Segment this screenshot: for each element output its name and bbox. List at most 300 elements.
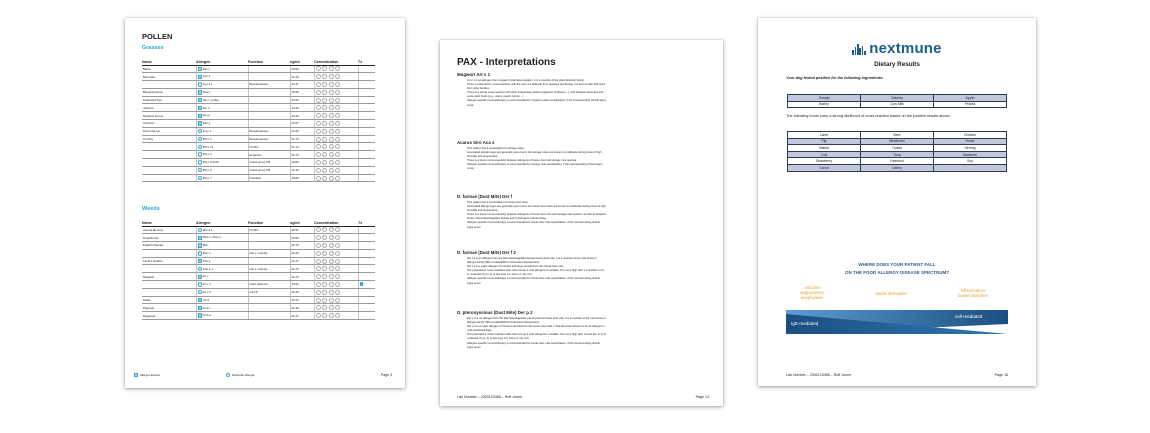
concentration-circle-icon xyxy=(316,129,321,134)
tx-cell xyxy=(358,135,375,143)
lab-number: Lab Number – 2300123456 – Ruff Jones xyxy=(786,373,851,377)
concentration-circle-icon xyxy=(335,282,340,287)
table-row xyxy=(788,138,1007,145)
food-cell: Peanut xyxy=(934,101,1007,108)
concentration-circle-icon xyxy=(316,144,321,149)
allergen-code: Art v 1 xyxy=(202,282,211,287)
concentration-circle-icon xyxy=(335,82,340,87)
allergen-value: 19.89 xyxy=(290,174,314,182)
concentration-circle-icon xyxy=(329,305,334,310)
table-row xyxy=(142,226,375,234)
allergen-cell xyxy=(196,242,248,250)
table-row xyxy=(142,73,375,81)
column-header: Concentration xyxy=(314,59,358,65)
concentration-circle-icon xyxy=(335,266,340,271)
concentration-circle-icon xyxy=(322,227,327,232)
extract-marker-icon xyxy=(198,106,202,110)
concentration-circle-icon xyxy=(335,235,340,240)
concentration-indicator xyxy=(314,143,358,151)
concentration-circle-icon xyxy=(335,243,340,248)
section-text-line: There is a known cross-reactivity between allergens of house dust mite and storage mite species, as well as between xyxy=(467,213,607,217)
allergen-function: Grass group 5/6 xyxy=(248,159,290,167)
table-row xyxy=(142,65,375,73)
allergen-value: 22.15 xyxy=(290,73,314,81)
allergen-code: Amb a xyxy=(202,313,211,318)
section-text-line: Allergen-specific immunotherapy is recommended for house dust mite sensitization, if the corresponding clinical xyxy=(467,277,600,281)
allergen-function xyxy=(248,65,290,73)
allergen-source-name xyxy=(142,159,196,167)
section-text-line: signs occur. xyxy=(467,345,482,349)
spectrum-question-line-2: ON THE FOOD ALLERGY DISEASE SPECTRUM? xyxy=(844,270,949,275)
concentration-circle-icon xyxy=(322,251,327,256)
tx-cell xyxy=(358,159,375,167)
food-cell: Herring xyxy=(934,145,1007,152)
molecular-marker-icon xyxy=(226,373,230,377)
concentration-indicator xyxy=(314,296,358,304)
molecular-marker-icon xyxy=(198,82,202,86)
extract-marker-icon xyxy=(198,98,202,102)
food-cell: Mackerel xyxy=(934,151,1007,158)
food-cell xyxy=(934,164,1007,171)
extract-marker-icon xyxy=(198,243,202,247)
concentration-circle-icon xyxy=(322,105,327,110)
concentration-circle-icon xyxy=(322,137,327,142)
allergen-code: Sor h xyxy=(202,105,210,110)
concentration-circle-icon xyxy=(335,160,340,165)
tx-cell xyxy=(358,226,375,234)
allergen-source-name: English Plantain xyxy=(142,242,196,250)
allergen-source-name xyxy=(142,265,196,273)
concentration-circle-icon xyxy=(316,98,321,103)
allergen-value: 20.97 xyxy=(290,226,314,234)
extract-marker-icon xyxy=(198,298,202,302)
allergen-value: 22.79 xyxy=(290,265,314,273)
legend-extract: Allergen Extract xyxy=(134,373,160,377)
allergen-code: Fes p xyxy=(202,113,210,118)
section-text-line: Associated allergic signs are generally year-round, but storage mites are known to proliferate during times of high xyxy=(467,151,602,155)
molecular-marker-icon xyxy=(198,129,202,133)
food-cell: Barley xyxy=(788,101,861,108)
concentration-circle-icon xyxy=(329,113,334,118)
allergen-function xyxy=(248,312,290,320)
allergen-function xyxy=(248,304,290,312)
concentration-circle-icon xyxy=(322,282,327,287)
concentration-circle-icon xyxy=(316,305,321,310)
tx-cell xyxy=(358,127,375,135)
concentration-circle-icon xyxy=(316,259,321,264)
tx-cell xyxy=(358,96,375,104)
allergen-source-name: Lamb's Quarter xyxy=(142,257,196,265)
column-header: Allergen xyxy=(196,59,248,65)
concentration-circle-icon xyxy=(322,66,327,71)
allergen-cell xyxy=(196,249,248,257)
allergen-cell xyxy=(196,281,248,289)
table-row xyxy=(142,151,375,159)
tx-cell xyxy=(358,281,375,289)
allergen-source-name: Nettle xyxy=(142,296,196,304)
allergen-cell xyxy=(196,296,248,304)
concentration-circle-icon xyxy=(316,74,321,79)
allergen-cell xyxy=(196,312,248,320)
section-text-line: Allergen-specific immunotherapy is recommended for mugwort pollen sensitization, if the corresponding clinical signs xyxy=(467,99,606,103)
cell-mediated-label: cell-mediated xyxy=(955,314,983,319)
allergen-cell xyxy=(196,81,248,89)
table-row xyxy=(142,81,375,89)
extract-marker-icon xyxy=(198,121,202,125)
concentration-indicator xyxy=(314,312,358,320)
allergen-cell xyxy=(196,304,248,312)
concentration-circle-icon xyxy=(316,82,321,87)
table-row xyxy=(788,158,1007,165)
allergen-code: Dac g xyxy=(202,121,211,126)
food-cell: Beef xyxy=(861,132,934,139)
allergen-code: Phl p 5.0101 xyxy=(202,160,219,165)
tx-cell xyxy=(358,81,375,89)
positive-intro: Your dog tested positive for the following ingredients: xyxy=(786,76,884,80)
food-cell: Tuna xyxy=(861,151,934,158)
table-row xyxy=(142,288,375,296)
weeds-table xyxy=(142,220,375,320)
concentration-indicator xyxy=(314,135,358,143)
table-row xyxy=(142,257,375,265)
food-cell: Horse xyxy=(934,138,1007,145)
concentration-circle-icon xyxy=(322,290,327,295)
concentration-circle-icon xyxy=(335,121,340,126)
section-text-line: signs occur. xyxy=(467,225,482,229)
concentration-indicator xyxy=(314,242,358,250)
molecular-marker-icon xyxy=(198,228,202,232)
concentration-indicator xyxy=(314,304,358,312)
molecular-marker-icon xyxy=(198,267,202,271)
table-row xyxy=(142,249,375,257)
allergen-code: Art v 3 xyxy=(202,290,211,295)
molecular-marker-icon xyxy=(198,168,202,172)
allergen-code: Phl p 12 xyxy=(202,144,214,149)
concentration-circle-icon xyxy=(322,305,327,310)
allergen-source-name: Bahia xyxy=(142,65,196,73)
concentration-circle-icon xyxy=(335,113,340,118)
concentration-circle-icon xyxy=(335,298,340,303)
concentration-circle-icon xyxy=(329,74,334,79)
column-header: Function xyxy=(248,220,290,226)
concentration-circle-icon xyxy=(316,235,321,240)
allergen-value: 25.09 xyxy=(290,88,314,96)
molecular-marker-icon xyxy=(198,152,202,156)
tx-cell xyxy=(358,249,375,257)
column-header: Name xyxy=(142,59,196,65)
concentration-circle-icon xyxy=(335,176,340,181)
allergen-cell xyxy=(196,96,248,104)
interpretation-section xyxy=(457,194,712,230)
table-row xyxy=(788,101,1007,108)
concentration-circle-icon xyxy=(316,298,321,303)
concentration-circle-icon xyxy=(322,144,327,149)
concentration-circle-icon xyxy=(322,160,327,165)
concentration-circle-icon xyxy=(335,274,340,279)
concentration-circle-icon xyxy=(329,243,334,248)
concentration-circle-icon xyxy=(329,176,334,181)
allergen-function xyxy=(248,120,290,128)
concentration-indicator xyxy=(314,104,358,112)
allergen-value: 23.84 xyxy=(290,96,314,104)
table-row xyxy=(142,120,375,128)
allergen-cell xyxy=(196,226,248,234)
concentration-circle-icon xyxy=(329,98,334,103)
allergen-cell xyxy=(196,135,248,143)
concentration-indicator xyxy=(314,81,358,89)
tx-cell xyxy=(358,174,375,182)
concentration-circle-icon xyxy=(322,274,327,279)
concentration-indicator xyxy=(314,226,358,234)
concentration-circle-icon xyxy=(316,90,321,95)
page-footer xyxy=(786,373,1008,377)
section-text-line: There is a strong cross-reaction with other Asteraceae pollens (ragweed, sunflower…), and between Artemisia and xyxy=(467,91,604,95)
concentration-indicator xyxy=(314,249,358,257)
table-row xyxy=(142,96,375,104)
tx-cell xyxy=(358,88,375,96)
concentration-circle-icon xyxy=(322,152,327,157)
section-text-line: The potential for cross-reactions with other Group 2 mite allergens is variable, from very high (Der f 2 and Eur m 2) to xyxy=(467,333,607,337)
report-page-pollen xyxy=(125,18,405,388)
column-header: Tx xyxy=(358,59,375,65)
page-number: Page 18 xyxy=(994,373,1008,377)
concentration-circle-icon xyxy=(329,121,334,126)
extract-marker-icon xyxy=(198,306,202,310)
allergen-source-name: Cultivated Rye xyxy=(142,96,196,104)
section-text-line: There is potential for cross-reactions with the Amb a 4 defensin from ragweed (Ambrosia), but less so with defensins xyxy=(467,83,606,87)
table-row xyxy=(142,242,375,250)
concentration-circle-icon xyxy=(329,274,334,279)
allergen-source-name: Annual Mercury xyxy=(142,226,196,234)
food-cell: Hazelnut xyxy=(861,158,934,165)
concentration-circle-icon xyxy=(322,266,327,271)
concentration-circle-icon xyxy=(322,298,327,303)
grasses-table xyxy=(142,59,375,182)
concentration-circle-icon xyxy=(335,74,340,79)
table-row xyxy=(142,112,375,120)
concentration-circle-icon xyxy=(316,168,321,173)
interpretation-section xyxy=(457,310,712,350)
table-row xyxy=(142,135,375,143)
concentration-circle-icon xyxy=(329,290,334,295)
column-header: Name xyxy=(142,220,196,226)
food-cell: Mealworm xyxy=(861,138,934,145)
allergen-value: 24.46 xyxy=(290,127,314,135)
ige-mediated-label: IgE-mediated xyxy=(791,321,819,326)
allergen-function xyxy=(248,273,290,281)
section-text-line: humidity and temperature. xyxy=(467,155,499,159)
concentration-circle-icon xyxy=(329,168,334,173)
concentration-indicator xyxy=(314,288,358,296)
spectrum-label-atopic: atopic dermatitis xyxy=(875,291,907,296)
page-title: PAX - Interpretations xyxy=(457,57,556,68)
extract-marker-icon xyxy=(198,236,202,240)
food-cell: Cow Milk xyxy=(861,101,934,108)
concentration-indicator xyxy=(314,65,358,73)
food-cell: Celery xyxy=(861,164,934,171)
food-cell: Strawberry xyxy=(788,158,861,165)
tx-cell xyxy=(358,73,375,81)
food-cell: Apple xyxy=(934,95,1007,102)
nextmune-logo: nextmune xyxy=(758,40,1036,57)
concentration-circle-icon xyxy=(329,298,334,303)
allergen-code: Phl p 1 xyxy=(202,136,212,141)
concentration-indicator xyxy=(314,281,358,289)
concentration-circle-icon xyxy=(335,137,340,142)
allergen-source-name xyxy=(142,288,196,296)
allergen-function: Profilin xyxy=(248,226,290,234)
allergen-function: Plant defensin xyxy=(248,281,290,289)
concentration-circle-icon xyxy=(329,313,334,318)
concentration-circle-icon xyxy=(329,90,334,95)
positive-foods-table xyxy=(787,94,1007,108)
allergen-code: Ama r xyxy=(202,305,211,310)
allergen-code: Che a 1 xyxy=(202,266,213,271)
allergen-value: 20.76 xyxy=(290,151,314,159)
tx-cell xyxy=(358,143,375,151)
allergen-cell xyxy=(196,257,248,265)
food-cell: Soy xyxy=(934,158,1007,165)
concentration-circle-icon xyxy=(335,129,340,134)
concentration-circle-icon xyxy=(316,176,321,181)
food-cell: Chicken xyxy=(934,132,1007,139)
allergen-code: Phl p 7 xyxy=(202,175,212,180)
allergen-cell xyxy=(196,88,248,96)
allergen-code: Rum c_Rum o xyxy=(202,235,222,240)
cross-reaction-table xyxy=(787,131,1007,172)
allergen-source-name: Meadow fescue xyxy=(142,112,196,120)
table-row xyxy=(142,234,375,242)
concentration-circle-icon xyxy=(329,266,334,271)
concentration-circle-icon xyxy=(316,121,321,126)
allergen-function: Grass group 5/6 xyxy=(248,166,290,174)
concentration-circle-icon xyxy=(335,66,340,71)
concentration-circle-icon xyxy=(329,137,334,142)
allergen-function xyxy=(248,88,290,96)
molecular-marker-icon xyxy=(198,176,202,180)
column-header: Allergen xyxy=(196,220,248,226)
concentration-circle-icon xyxy=(316,290,321,295)
concentration-circle-icon xyxy=(335,259,340,264)
tx-cell xyxy=(358,273,375,281)
concentration-circle-icon xyxy=(322,113,327,118)
section-heading: Mugwort Art v 1 xyxy=(457,72,491,77)
concentration-circle-icon xyxy=(316,251,321,256)
spectrum-label-inflammatory: inflammatory bowel disorders xyxy=(957,288,989,299)
allergen-cell xyxy=(196,127,248,135)
section-heading: Acarus Siro Aca s xyxy=(457,140,495,145)
column-header: Concentration xyxy=(314,220,358,226)
allergen-value: 23.47 xyxy=(290,81,314,89)
tx-cell xyxy=(358,104,375,112)
allergen-value: 20.20 xyxy=(290,288,314,296)
table-row xyxy=(142,127,375,135)
concentration-circle-icon xyxy=(335,305,340,310)
concentration-circle-icon xyxy=(316,266,321,271)
allergen-cell xyxy=(196,273,248,281)
section-text-line: humidity and temperature. xyxy=(467,209,499,213)
tx-cell xyxy=(358,312,375,320)
column-header: Tx xyxy=(358,220,375,226)
concentration-circle-icon xyxy=(322,235,327,240)
allergen-code: Pla l xyxy=(202,243,209,248)
section-text-line: There is a known cross-reactivity between allergens of house dust and storage mite species. xyxy=(467,159,577,163)
concentration-indicator xyxy=(314,257,358,265)
concentration-circle-icon xyxy=(335,168,340,173)
concentration-circle-icon xyxy=(335,105,340,110)
concentration-circle-icon xyxy=(335,144,340,149)
report-page-interpretations xyxy=(440,40,723,406)
section-text-line: Der p 2 is an allergen from the Dermatophagoides pteronyssinus house dust mite; it is a member of the mite Group 2 xyxy=(467,317,606,320)
table-row xyxy=(788,164,1007,171)
concentration-circle-icon xyxy=(316,152,321,157)
concentration-circle-icon xyxy=(329,259,334,264)
allergen-code: Phl p 2 xyxy=(202,152,212,157)
concentration-circle-icon xyxy=(316,313,321,318)
allergen-function: Profilin xyxy=(248,143,290,151)
allergen-source-name xyxy=(142,281,196,289)
allergen-function: nsLTP xyxy=(248,288,290,296)
section-text-line: Allergen-specific immunotherapy is recommended for storage mite sensitization, if the corresponding clinical signs xyxy=(467,163,603,167)
table-row xyxy=(142,281,375,289)
table-row xyxy=(142,104,375,112)
report-page-dietary xyxy=(758,18,1036,386)
concentration-circle-icon xyxy=(322,243,327,248)
food-cell: Rabbit xyxy=(788,145,861,152)
interpretation-section xyxy=(457,140,712,172)
table-row xyxy=(142,174,375,182)
molecular-marker-icon xyxy=(198,251,202,255)
concentration-circle-icon xyxy=(322,74,327,79)
section-text-line: Der p 2 is a major allergen of humans sensitized to this house dust mite; it has also been shown to be an allergen in xyxy=(467,325,605,329)
concentration-indicator xyxy=(314,120,358,128)
allergen-cell xyxy=(196,112,248,120)
section-text-line: Art v 1 is an allergen from mugwort (Artemisia vulgaris). It is a member of the plant defensin family. xyxy=(467,79,585,82)
allergen-function xyxy=(248,112,290,120)
concentration-circle-icon xyxy=(316,282,321,287)
food-cell: Pig xyxy=(788,138,861,145)
tx-cell xyxy=(358,304,375,312)
concentration-circle-icon xyxy=(322,168,327,173)
molecular-marker-icon xyxy=(198,160,202,164)
cross-reaction-intro: The following foods carry a strong likelihood of cross-reaction based on the positive results above: xyxy=(786,114,951,118)
concentration-circle-icon xyxy=(329,160,334,165)
allergen-code: Sec c_pollen xyxy=(202,97,220,102)
concentration-circle-icon xyxy=(316,243,321,248)
concentration-circle-icon xyxy=(316,66,321,71)
section-text-line: moderate (Tyr p 2) or low (Lep d 2, Aca s 2, Gly d 2). xyxy=(467,337,530,341)
molecular-marker-icon xyxy=(198,282,202,286)
logo-bars-icon xyxy=(852,44,866,55)
page-footer xyxy=(457,395,709,399)
table-row xyxy=(142,304,375,312)
allergen-code: Urt d xyxy=(202,297,209,302)
allergen-cell xyxy=(196,265,248,273)
extract-marker-icon xyxy=(198,275,202,279)
section-heading: D. farinae (Dust Mite) Der f xyxy=(457,194,513,199)
tx-cell xyxy=(358,265,375,273)
table-row xyxy=(788,145,1007,152)
section-text-line: Allergen-specific immunotherapy is recommended for house dust mite sensitization, if the corresponding clinical xyxy=(467,341,600,345)
concentration-indicator xyxy=(314,73,358,81)
concentration-circle-icon xyxy=(329,227,334,232)
allergen-code: Art v xyxy=(202,274,209,279)
page-number: Page 14 xyxy=(695,395,709,399)
allergen-source-name: Perennial rye xyxy=(142,127,196,135)
allergen-cell xyxy=(196,143,248,151)
concentration-indicator xyxy=(314,112,358,120)
allergen-value: 22.46 xyxy=(290,304,314,312)
